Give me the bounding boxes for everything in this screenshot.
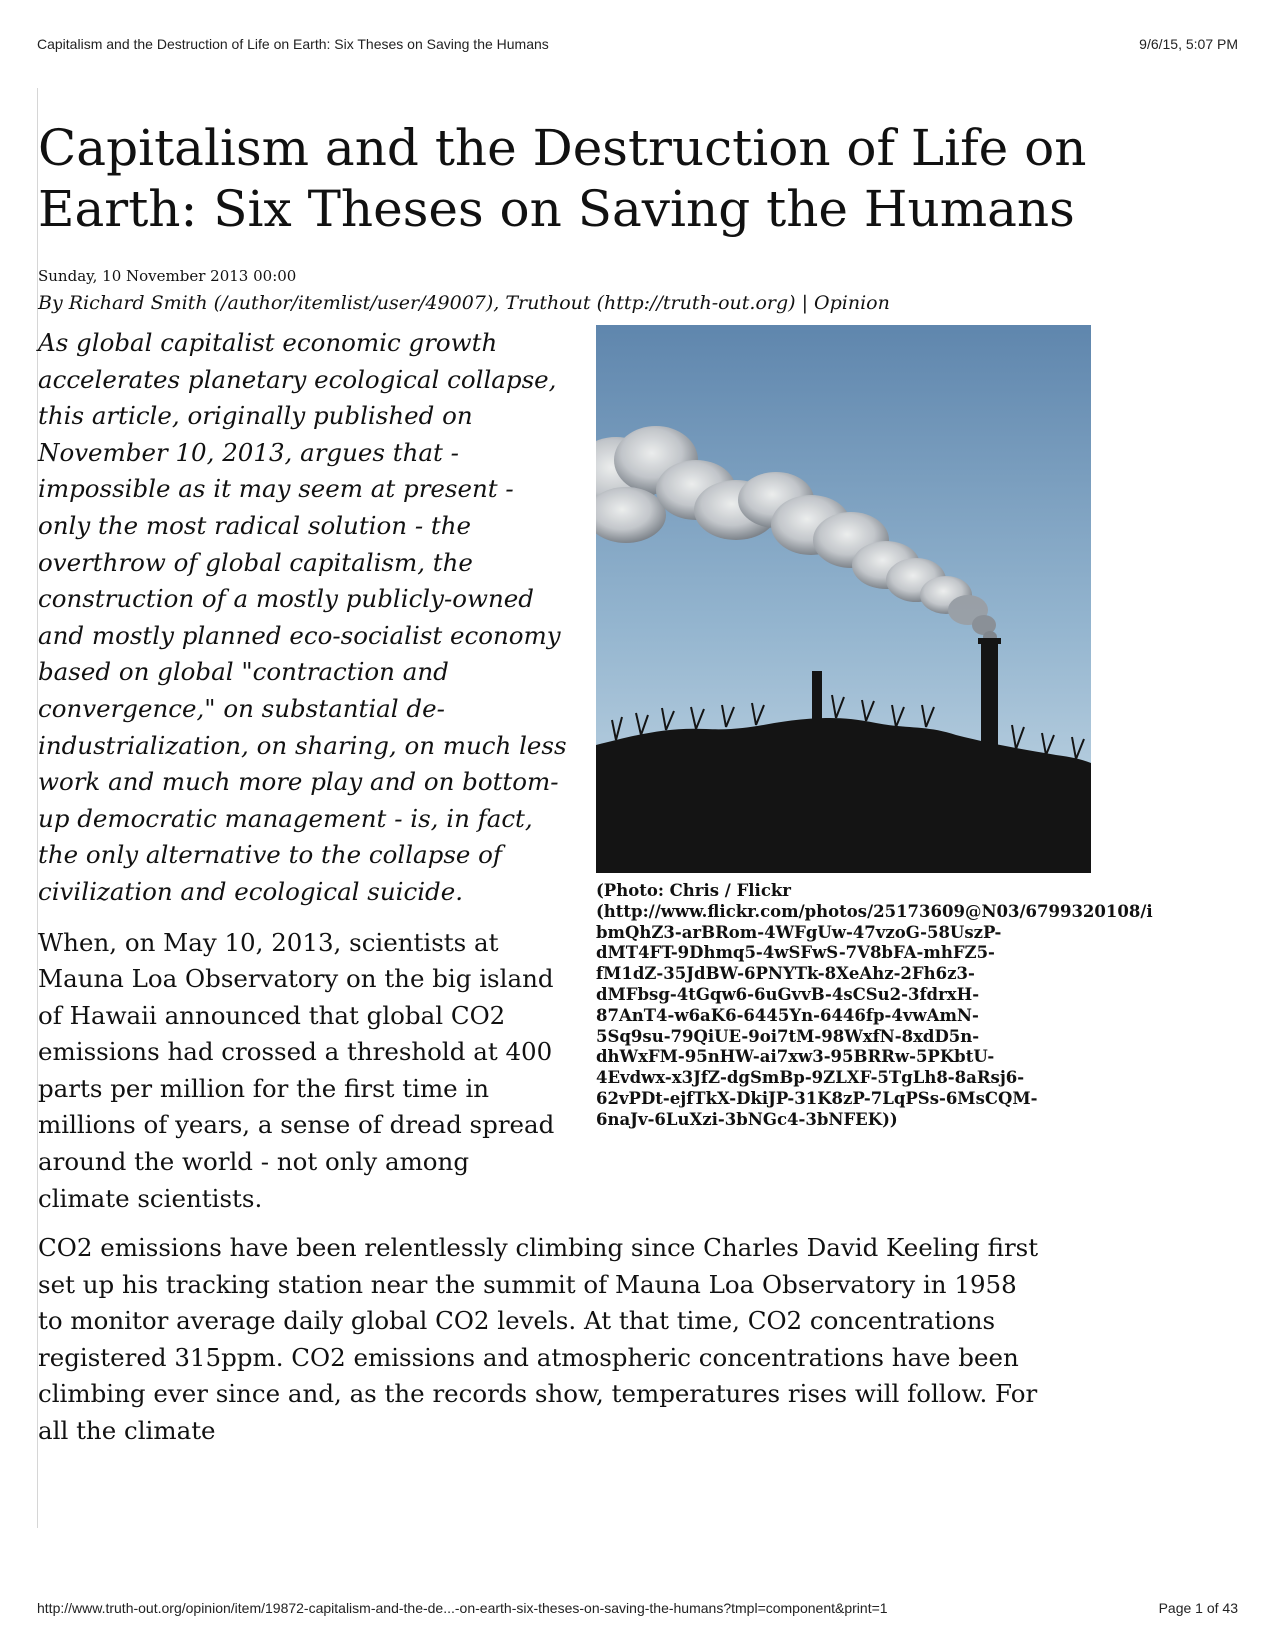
print-footer-page: Page 1 of 43 — [1158, 1600, 1238, 1616]
article-paragraph-1: When, on May 10, 2013, scientists at Mauna Loa Observatory on the big island of Hawaii announced that global CO2 emissions had crossed a threshold at 400 parts per million for the first time in millions of years, a sense of dread spread around the world - not only among climate scientists. — [38, 927, 555, 1213]
print-header-timestamp: 9/6/15, 5:07 PM — [1139, 36, 1238, 52]
smokestack-photo — [596, 325, 1091, 873]
article — [38, 118, 1178, 1450]
article-paragraph-2: CO2 emissions have been relentlessly climbing since Charles David Keeling first set up his tracking station near the summit of Mauna Loa Observatory in 1958 to monitor average daily global CO2 levels. At that time, CO2 concentrations registered 315ppm. CO2 emissions and atmospheric concentrations have been climbing ever since and, as the records show, temperatures rises will follow. For all the climate — [38, 1233, 1039, 1445]
print-header — [37, 36, 1238, 52]
article-body-top — [38, 325, 1178, 1230]
print-footer-url: http://www.truth-out.org/opinion/item/19872-capitalism-and-the-de...-on-earth-six-theses-on-saving-the-humans?tmpl=component&print=1 — [37, 1600, 888, 1616]
photo-caption: (Photo: Chris / Flickr (http://www.flickr.com/photos/25173609@N03/6799320108/i bmQhZ3-arBRom-4WFgUw-47vzoG-58UszP- dMT4FT-9Dhmq5-4wSFwS-7V8bFA-mhFZ5- fM1dZ-35JdBW-6PNYTk-8XeAhz-2Fh6z3- dMFbsg-4tGqw6-6uGvvB-4sCSu2-3fdrxH- 87AnT4-w6aK6-6445Yn-6446fp-4vwAmN- 5Sq9su-79QiUE-9oi7tM-98WxfN-8xdD5n- dhWxFM-95nHW-ai7xw3-95BRRw-5PKbtU- 4Evdwx-x3JfZ-dgSmBp-9ZLXF-5TgLh8-8aRsj6- 62vPDt-ejfTkX-DkiJP-31K8zP-7LqPSs-6MsCQM- 6naJv-6LuXzi-3bNGc4-3bNFEK)) — [596, 881, 1153, 1129]
article-lead: As global capitalist economic growth accelerates planetary ecological collapse, this article, originally published on November 10, 2013, argues that - impossible as it may seem at present - only the most radical solution - the overthrow of global capitalism, the construction of a mostly publicly-owned and mostly planned eco-socialist economy based on global "contraction and convergence," on substantial de-industrialization, on sharing, on much less work and much more play and on bottom-up democratic management - is, in fact, the only alternative to the collapse of civilization and ecological suicide. — [38, 328, 567, 906]
print-footer — [37, 1600, 1238, 1616]
left-column — [38, 325, 568, 1217]
print-header-title: Capitalism and the Destruction of Life on Earth: Six Theses on Saving the Humans — [37, 36, 549, 52]
article-byline: By Richard Smith (/author/itemlist/user/49007), Truthout (http://truth-out.org) | Opinion — [38, 292, 890, 314]
article-date: Sunday, 10 November 2013 00:00 — [38, 267, 297, 285]
photo-figure — [596, 325, 1153, 1131]
article-title: Capitalism and the Destruction of Life on Earth: Six Theses on Saving the Humans — [38, 119, 1087, 238]
